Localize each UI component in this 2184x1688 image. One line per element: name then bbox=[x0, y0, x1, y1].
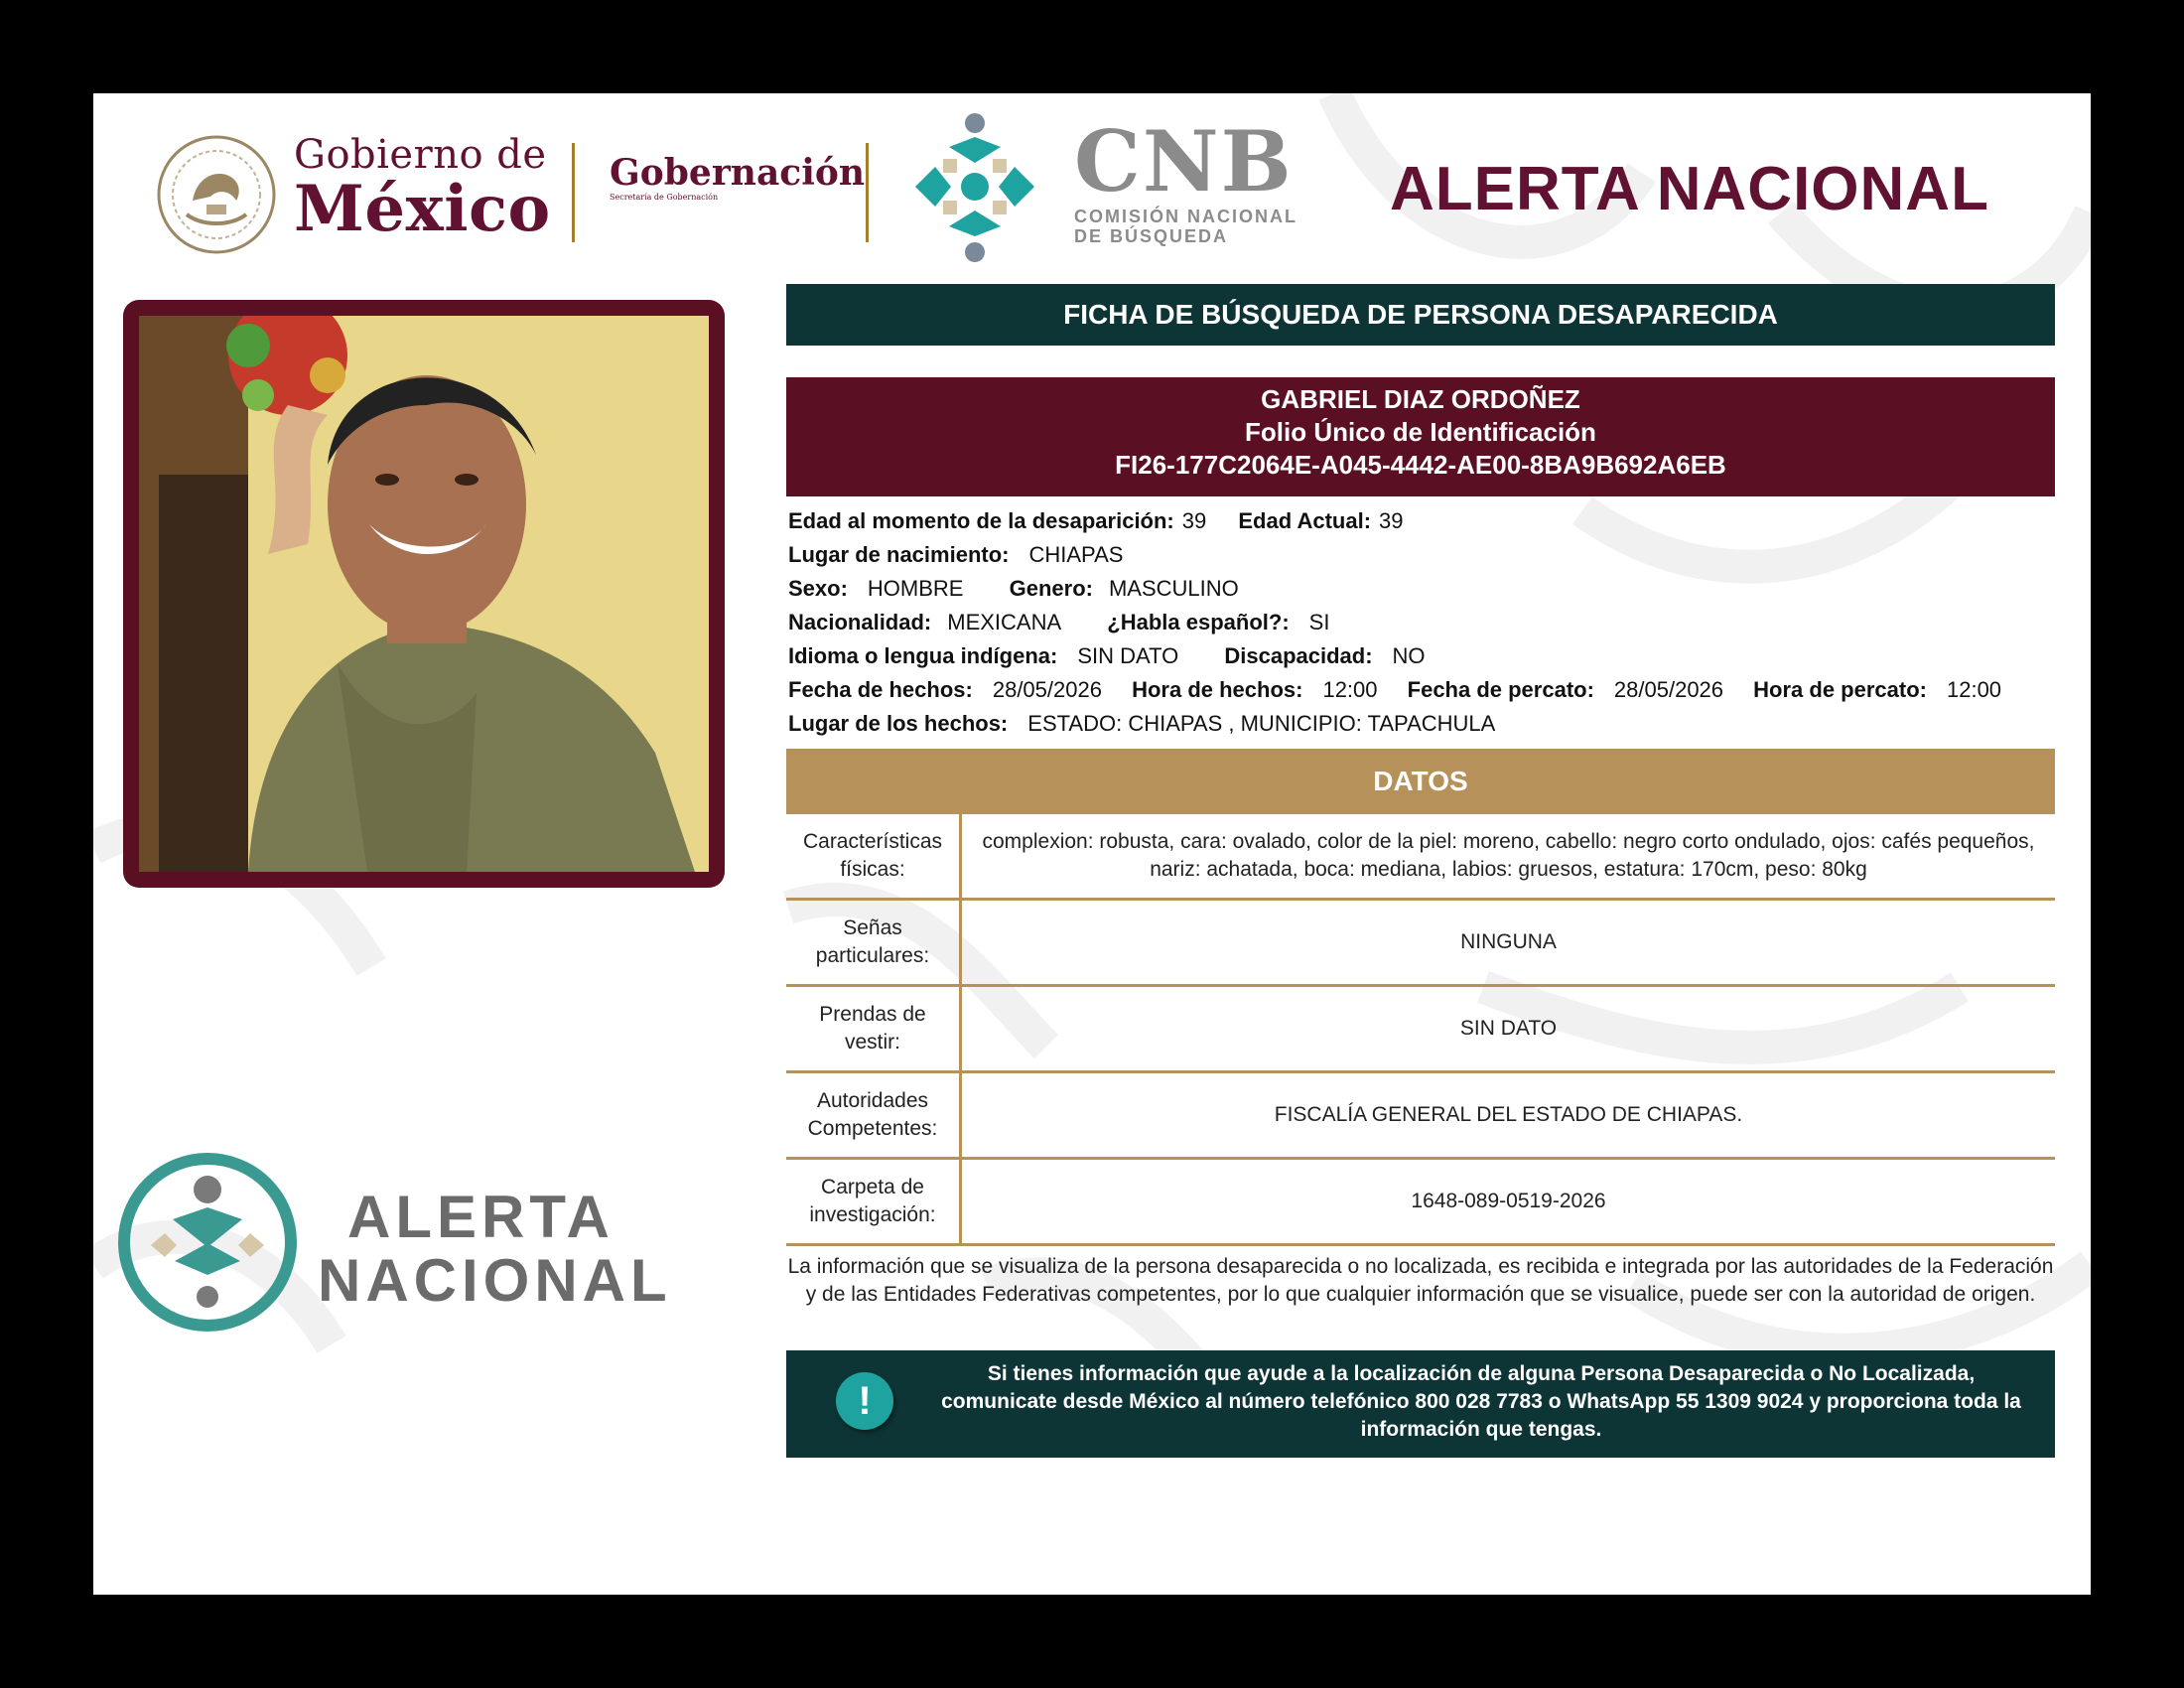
edad-desaparicion-label: Edad al momento de la desaparición: bbox=[788, 508, 1174, 533]
datos-label: Características físicas: bbox=[786, 814, 961, 900]
edad-actual-label: Edad Actual: bbox=[1238, 508, 1372, 533]
gobernacion-wordmark bbox=[610, 153, 865, 203]
fact-row bbox=[788, 639, 2055, 673]
cnb-wordmark bbox=[1074, 112, 1297, 246]
fact-row bbox=[788, 673, 2055, 707]
discapacidad-value: NO bbox=[1392, 643, 1426, 668]
lugar-hechos-label: Lugar de los hechos: bbox=[788, 711, 1009, 736]
genero-value: MASCULINO bbox=[1108, 576, 1239, 601]
nacionalidad-label: Nacionalidad: bbox=[788, 610, 932, 634]
datos-label: Señas particulares: bbox=[786, 900, 961, 986]
hora-hechos-label: Hora de hechos: bbox=[1132, 677, 1303, 702]
habla-espanol-label: ¿Habla español?: bbox=[1107, 610, 1290, 634]
exclamation-icon: ! bbox=[836, 1372, 893, 1430]
folio-value: FI26-177C2064E-A045-4442-AE00-8BA9B692A6EB bbox=[1115, 450, 1726, 480]
person-photo bbox=[139, 316, 709, 872]
edad-actual-value: 39 bbox=[1379, 508, 1404, 533]
lugar-hechos-value: ESTADO: CHIAPAS , MUNICIPIO: TAPACHULA bbox=[1027, 711, 1496, 736]
alert-logo-line2: NACIONAL bbox=[318, 1247, 672, 1314]
cnb-logo-icon bbox=[895, 107, 1054, 266]
datos-value: SIN DATO bbox=[961, 986, 2056, 1072]
gobierno-line1: Gobierno de bbox=[294, 132, 547, 178]
person-header bbox=[786, 377, 2055, 496]
gobierno-de-mexico-wordmark bbox=[294, 132, 551, 246]
genero-label: Genero: bbox=[1009, 576, 1093, 601]
datos-table bbox=[786, 814, 2055, 1246]
gobernacion-subtitle: Secretaría de Gobernación bbox=[610, 193, 719, 202]
alerta-nacional-logotype bbox=[318, 1186, 672, 1313]
fact-row bbox=[788, 707, 2055, 741]
datos-label: Prendas de vestir: bbox=[786, 986, 961, 1072]
contact-info-text: Si tienes información que ayude a la localización de alguna Persona Desaparecida o No Localizada, comunicate desde México al número telefónico 800 028 7783 o WhatsApp 55 1309 9024 y proporciona toda la información que tengas. bbox=[941, 1362, 2021, 1441]
habla-espanol-value: SI bbox=[1308, 610, 1330, 634]
table-row bbox=[786, 814, 2055, 900]
hora-percato-label: Hora de percato: bbox=[1753, 677, 1927, 702]
datos-value: FISCALÍA GENERAL DEL ESTADO DE CHIAPAS. bbox=[961, 1072, 2056, 1159]
datos-value: 1648-089-0519-2026 bbox=[961, 1159, 2056, 1245]
hora-hechos-value: 12:00 bbox=[1322, 677, 1378, 702]
fact-row bbox=[788, 606, 2055, 639]
datos-label: Carpeta de investigación: bbox=[786, 1159, 961, 1245]
hora-percato-value: 12:00 bbox=[1946, 677, 2002, 702]
gobernacion-title: Gobernación bbox=[610, 152, 866, 194]
datos-value: complexion: robusta, cara: ovalado, color de la piel: moreno, cabello: negro corto ondulado, ojos: cafés pequeños, nariz: achatada, boca: mediana, labios: gruesos, estatura: 170cm, peso: 80kg bbox=[961, 814, 2056, 900]
datos-value: NINGUNA bbox=[961, 900, 2056, 986]
person-facts bbox=[788, 504, 2055, 741]
table-row bbox=[786, 986, 2055, 1072]
sexo-value: HOMBRE bbox=[867, 576, 964, 601]
disclaimer-text: La información que se visualiza de la persona desaparecida o no localizada, es recibida e integrada por las autoridades de la Federación y de las Entidades Federativas competentes, por lo que cualquier información que se visualice, puede ser con la autoridad de origen. bbox=[787, 1255, 2054, 1306]
datos-header: DATOS bbox=[786, 749, 2055, 814]
discapacidad-label: Discapacidad: bbox=[1224, 643, 1373, 668]
cnb-name-line2: DE BÚSQUEDA bbox=[1074, 226, 1229, 246]
alert-title: ALERTA NACIONAL bbox=[1390, 155, 1989, 223]
fecha-hechos-value: 28/05/2026 bbox=[992, 677, 1102, 702]
gobierno-line2: México bbox=[294, 172, 551, 246]
fecha-hechos-label: Fecha de hechos: bbox=[788, 677, 973, 702]
header-divider bbox=[572, 143, 575, 242]
table-row bbox=[786, 900, 2055, 986]
header-divider bbox=[866, 143, 869, 242]
idioma-value: SIN DATO bbox=[1077, 643, 1179, 668]
edad-desaparicion-value: 39 bbox=[1181, 508, 1207, 533]
cnb-acronym: CNB bbox=[1074, 112, 1294, 211]
lugar-nacimiento-value: CHIAPAS bbox=[1028, 542, 1124, 567]
folio-label: Folio Único de Identificación bbox=[1245, 417, 1596, 447]
ficha-title-bar: FICHA DE BÚSQUEDA DE PERSONA DESAPARECIDA bbox=[786, 284, 2055, 346]
lugar-nacimiento-label: Lugar de nacimiento: bbox=[788, 542, 1010, 567]
table-row bbox=[786, 1072, 2055, 1159]
alert-sheet bbox=[93, 93, 2091, 1595]
sexo-label: Sexo: bbox=[788, 576, 848, 601]
alert-logo-line1: ALERTA bbox=[347, 1184, 614, 1250]
fact-row bbox=[788, 572, 2055, 606]
table-row bbox=[786, 1159, 2055, 1245]
person-name: GABRIEL DIAZ ORDOÑEZ bbox=[1261, 384, 1580, 414]
nacionalidad-value: MEXICANA bbox=[947, 610, 1062, 634]
datos-label: Autoridades Competentes: bbox=[786, 1072, 961, 1159]
mexico-coat-of-arms-icon bbox=[153, 131, 280, 258]
fact-row bbox=[788, 538, 2055, 572]
idioma-label: Idioma o lengua indígena: bbox=[788, 643, 1058, 668]
cnb-name-line1: COMISIÓN NACIONAL bbox=[1074, 207, 1297, 226]
contact-info-banner bbox=[786, 1350, 2055, 1458]
alerta-nacional-logo-icon bbox=[115, 1150, 300, 1335]
fecha-percato-value: 28/05/2026 bbox=[1613, 677, 1724, 702]
fact-row bbox=[788, 504, 2055, 538]
fecha-percato-label: Fecha de percato: bbox=[1407, 677, 1594, 702]
